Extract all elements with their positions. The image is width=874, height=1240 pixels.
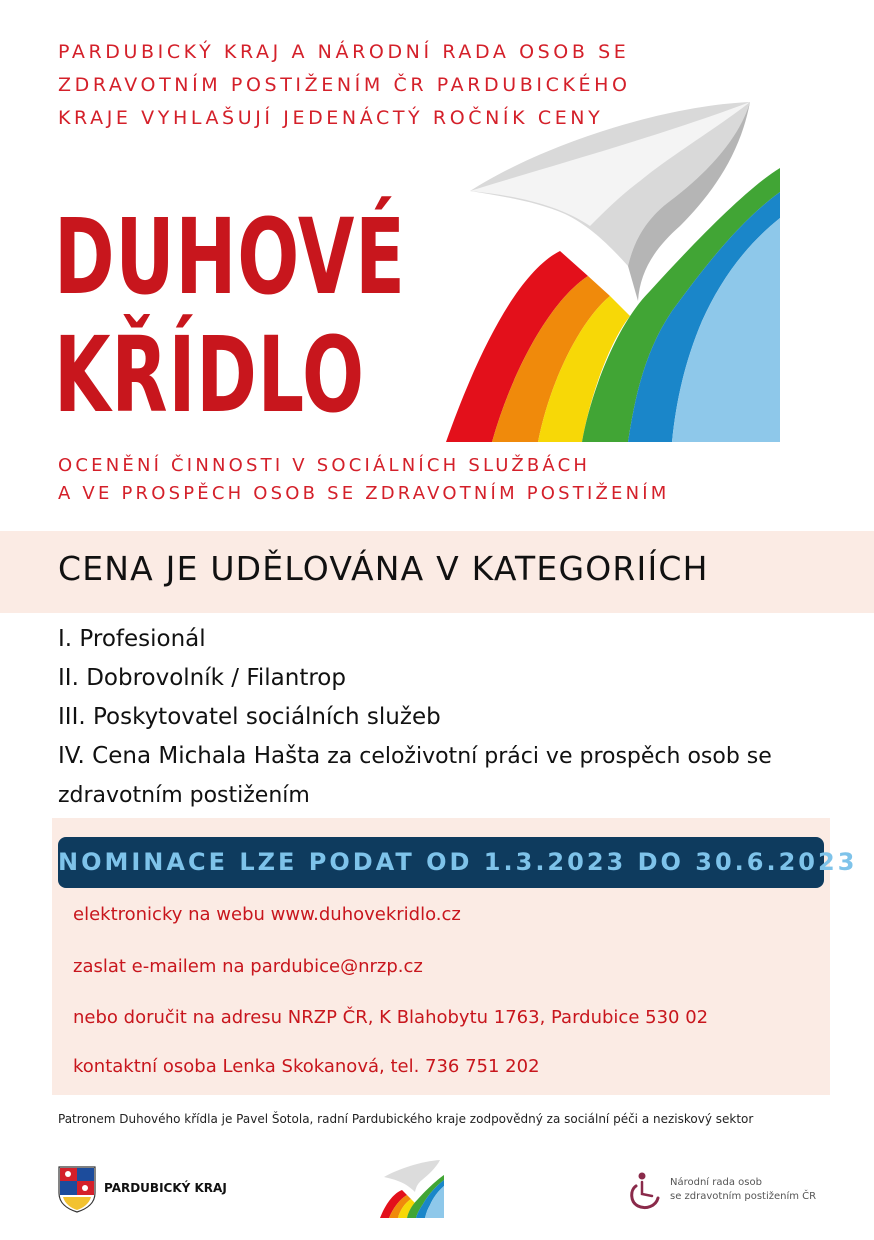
nomination-web[interactable]: elektronicky na webu www.duhovekridlo.cz [73,904,461,925]
category-item-1: I. Profesionál [58,626,206,652]
pardubice-crest-icon [57,1165,97,1213]
subtitle [58,452,818,508]
categories-heading: CENA JE UDĚLOVÁNA V KATEGORIÍCH [58,549,709,588]
intro-line-2: ZDRAVOTNÍM POSTIŽENÍM ČR PARDUBICKÉHO [58,74,631,96]
rainbow-wing-logo-small [378,1158,448,1218]
subtitle-line-2: A VE PROSPĚCH OSOB SE ZDRAVOTNÍM POSTIŽENÍM [58,483,670,504]
title-line-2: KŘÍDLO [54,314,365,436]
nrzp-label-line-2: se zdravotním postižením ČR [670,1191,817,1202]
nomination-address: nebo doručit na adresu NRZP ČR, K Blahobytu 1763, Pardubice 530 02 [73,1007,709,1028]
nomination-banner: NOMINACE LZE PODAT OD 1.3.2023 DO 30.6.2023 [58,848,858,876]
category-item-4-desc: za celoživotní práci ve prospěch osob se zdravotním postižením [58,744,772,808]
nomination-email[interactable]: zaslat e-mailem na pardubice@nrzp.cz [73,956,423,977]
title-line-1: DUHOVÉ [54,196,406,318]
category-item-2: II. Dobrovolník / Filantrop [58,665,346,691]
rainbow-wing-logo [440,96,780,442]
patron-note: Patronem Duhového křídla je Pavel Šotola, radní Pardubického kraje zodpovědný za sociální péči a neziskový sektor [58,1112,754,1126]
category-item-4-name: IV. Cena Michala Hašta [58,743,321,769]
category-item-4 [58,737,838,815]
nrzp-label-line-1: Národní rada osob [670,1177,762,1188]
intro-line-3: KRAJE VYHLAŠUJÍ JEDENÁCTÝ ROČNÍK CENY [58,107,604,129]
nrzp-label [670,1176,816,1204]
nomination-contact: kontaktní osoba Lenka Skokanová, tel. 736 751 202 [73,1056,540,1077]
region-label: PARDUBICKÝ KRAJ [104,1181,227,1195]
category-item-3: III. Poskytovatel sociálních služeb [58,704,441,730]
main-title [54,198,406,434]
subtitle-line-1: OCENĚNÍ ČINNOSTI V SOCIÁLNÍCH SLUŽBÁCH [58,455,591,476]
intro-line-1: PARDUBICKÝ KRAJ A NÁRODNÍ RADA OSOB SE [58,41,630,63]
categories-list [58,620,838,815]
nrzp-logo-icon [628,1168,662,1212]
